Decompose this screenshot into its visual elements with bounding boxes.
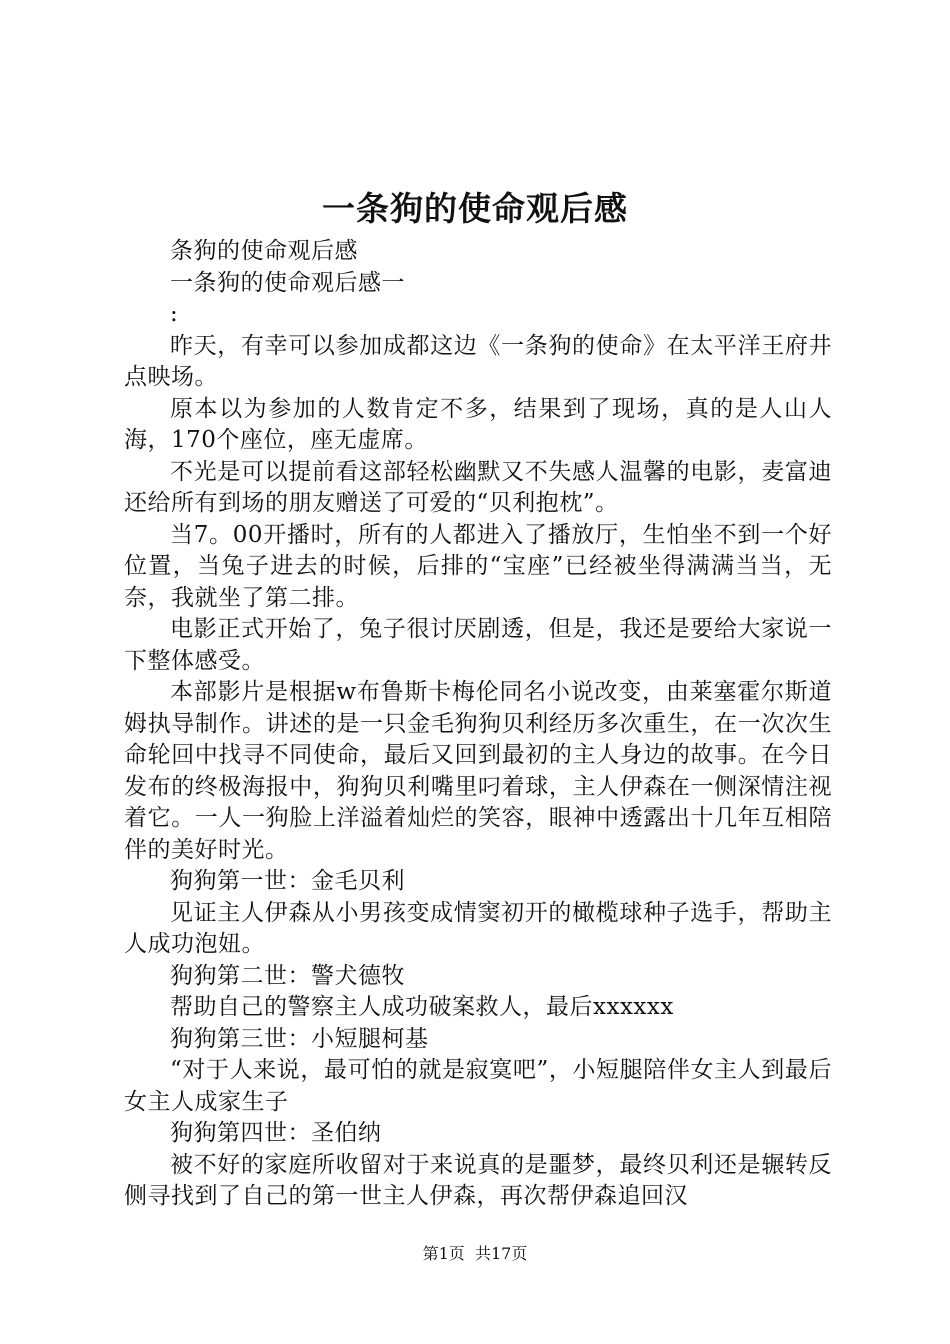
page-number: 第1页 (422, 1244, 465, 1263)
section-heading: 狗狗第二世：警犬德牧 (170, 962, 405, 989)
paragraph: 本部影片是根据w布鲁斯卡梅伦同名小说改变，由莱塞霍尔斯道姆执导制作。讲述的是一只金毛狗狗贝利经历多次重生，在一次次生命轮回中找寻不同使命，最后又回到最初的主人身边的故事。在今日发布的终极海报中，狗狗贝利嘴里叼着球，主人伊森在一侧深情注视着它。一人一狗脸上洋溢着灿烂的笑容，眼神中透露出十几年互相陪伴的美好时光。 (124, 679, 832, 863)
paragraph: 原本以为参加的人数肯定不多，结果到了现场，真的是人山人海，170个座位，座无虚席。 (124, 395, 832, 453)
paragraph: 不光是可以提前看这部轻松幽默又不失感人温馨的电影，麦富迪还给所有到场的朋友赠送了可爱的“贝利抱枕”。 (124, 458, 832, 516)
paragraph: 条狗的使命观后感 (170, 238, 358, 264)
section-heading: 狗狗第四世：圣伯纳 (170, 1120, 382, 1146)
paragraph: 昨天，有幸可以参加成都这边《一条狗的使命》在太平洋王府井点映场。 (124, 332, 832, 390)
paragraph: 电影正式开始了，兔子很讨厌剧透，但是，我还是要给大家说一下整体感受。 (124, 616, 832, 674)
paragraph: 被不好的家庭所收留对于来说真的是噩梦，最终贝利还是辗转反侧寻找到了自己的第一世主人伊森，再次帮伊森追回汉 (124, 1151, 832, 1209)
section-heading: 狗狗第一世：金毛贝利 (170, 868, 405, 894)
paragraph: “对于人来说，最可怕的就是寂寞吧”，小短腿陪伴女主人到最后女主人成家生子 (124, 1057, 832, 1115)
page-footer (0, 1243, 950, 1265)
paragraph: 一条狗的使命观后感一 (170, 269, 405, 296)
page-total: 共17页 (474, 1244, 528, 1263)
paragraph: 见证主人伊森从小男孩变成情窦初开的橄榄球种子选手，帮助主人成功泡妞。 (124, 899, 832, 957)
paragraph: : (170, 301, 179, 327)
page-title: 一条狗的使命观后感 (322, 189, 628, 228)
footer-separator (465, 1244, 475, 1263)
document-body (124, 236, 832, 1213)
paragraph: 帮助自己的警察主人成功破案救人，最后xxxxxx (170, 994, 674, 1020)
section-heading: 狗狗第三世：小短腿柯基 (170, 1025, 429, 1052)
paragraph: 当7。00开播时，所有的人都进入了播放厅，生怕坐不到一个好位置，当兔子进去的时候，后排的“宝座”已经被坐得满满当当，无奈，我就坐了第二排。 (124, 521, 832, 611)
